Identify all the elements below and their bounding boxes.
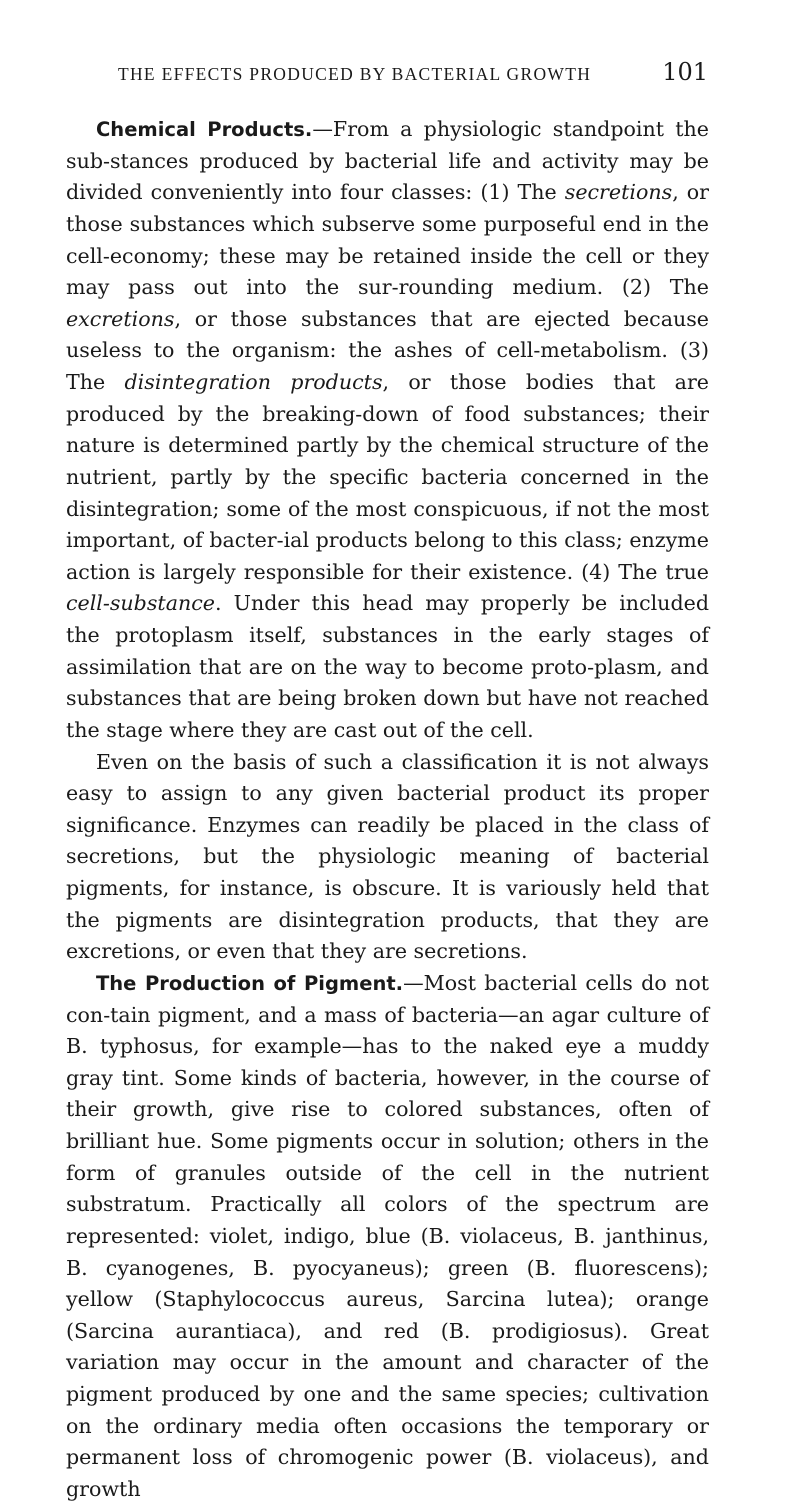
body-text <box>66 114 709 1506</box>
term-cell-substance: cell-substance <box>66 591 215 616</box>
term-secretions: secretions <box>564 180 673 205</box>
paragraph-text: , or those bodies that are produced by the breaking-down of food substances; their nature is determined partly by the chemical structure of the nutrient, partly by the specific bacteria concerned in the disintegration; some of the most conspicuous, if not the most important, of bacter-ial products belong to this class; enzyme action is largely responsible for their existence. (4) The true <box>66 370 709 584</box>
page-number: 101 <box>662 58 708 86</box>
running-title: THE EFFECTS PRODUCED BY BACTERIAL GROWTH <box>118 64 592 84</box>
paragraph-text: , or those substances that are ejected because useless to the organism: the ashes of cell-metabolism. (3) The <box>66 306 709 394</box>
running-head <box>118 58 708 92</box>
paragraph-text: —From a physiologic standpoint the sub-stances produced by bacterial life and activity may be divided conveniently into four classes: (1) The <box>66 117 709 205</box>
paragraph-classification <box>66 747 709 968</box>
paragraph-text: , or those substances which subserve some purposeful end in the cell-economy; these may be retained inside the cell or they may pass out into the sur-rounding medium. (2) The <box>66 180 709 300</box>
paragraph-text: —Most bacterial cells do not con-tain pigment, and a mass of bacteria—an agar culture of B. typhosus, for example—has to the naked eye a muddy gray tint. Some kinds of bacteria, however, in the course of their growth, give rise to colored substances, often of brilliant hue. Some pigments occur in solution; others in the form of granules outside of the cell in the nutrient substratum. Practically all colors of the spectrum are represented: violet, indigo, blue (B. violaceus, B. janthinus, B. cyanogenes, B. pyocyaneus); green (B. fluorescens); yellow (Staphylococcus aureus, Sarcina lutea); orange (Sarcina aurantiaca), and red (B. prodigiosus). Great variation may occur in the amount and character of the pigment produced by one and the same species; cultivation on the ordinary media often occasions the temporary or permanent loss of chromogenic power (B. violaceus), and growth <box>66 970 709 1501</box>
paragraph-text: Even on the basis of such a classification it is not always easy to assign to any given bacterial product its proper significance. Enzymes can readily be placed in the class of secretions, but the physiologic meaning of bacterial pigments, for instance, is obscure. It is variously held that the pigments are disintegration products, that they are excretions, or even that they are secretions. <box>66 749 709 964</box>
paragraph-chemical-products <box>66 114 709 747</box>
paragraph-text: . Under this head may properly be included the protoplasm itself, substances in the early stages of assimilation that are on the way to become proto-plasm, and substances that are being broken down but have not reached the stage where they are cast out of the cell. <box>66 591 709 742</box>
term-disintegration-products: disintegration products <box>124 370 383 394</box>
section-heading-chemical-products: Chemical Products. <box>96 118 313 141</box>
section-heading-pigment: The Production of Pigment. <box>96 971 404 995</box>
term-excretions: excretions <box>66 306 175 331</box>
paragraph-pigment <box>66 968 709 1506</box>
